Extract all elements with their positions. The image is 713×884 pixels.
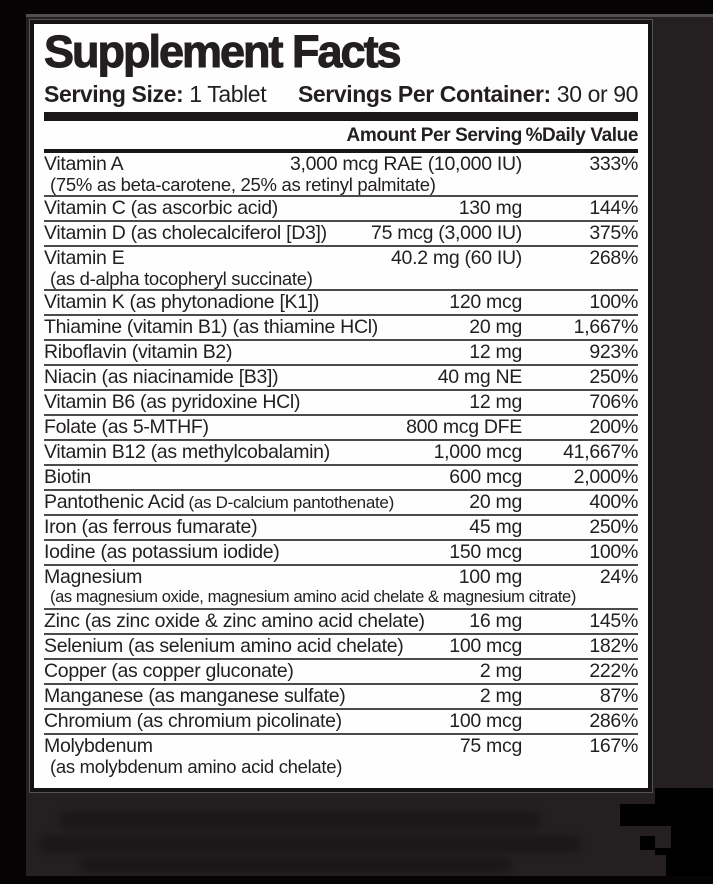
nutrient-name-cell <box>44 317 378 338</box>
top-gray-line <box>0 14 713 17</box>
nutrient-name-cell <box>44 686 346 707</box>
serving-size-label: Serving Size: <box>44 81 184 107</box>
nutrient-daily-value: 1,667% <box>573 316 638 338</box>
nutrient-name-cell <box>44 154 123 175</box>
nutrient-amount: 75 mcg (3,000 IU) <box>371 222 522 244</box>
nutrient-daily-value: 144% <box>589 197 638 219</box>
nutrient-name-cell <box>44 567 142 588</box>
nutrient-amount: 20 mg <box>469 491 522 513</box>
nutrient-row-main <box>44 392 638 413</box>
nutrient-amount: 1,000 mcg <box>433 441 522 463</box>
nutrient-name: Folate (as 5-MTHF) <box>44 416 209 438</box>
bottom-smudge <box>60 812 540 828</box>
nutrient-row-main <box>44 686 638 707</box>
nutrient-row <box>44 708 638 733</box>
nutrient-daily-value: 100% <box>589 541 638 563</box>
bottom-smudge <box>80 858 510 872</box>
nutrient-amount: 45 mg <box>469 516 522 538</box>
nutrient-name: Vitamin B6 (as pyridoxine HCl) <box>44 391 301 413</box>
nutrient-row-main <box>44 711 638 732</box>
nutrient-daily-value: 87% <box>599 685 638 707</box>
nutrient-row-main <box>44 611 638 632</box>
nutrient-daily-value: 222% <box>589 660 638 682</box>
bottom-black-strip <box>0 876 713 884</box>
panel-title: Supplement Facts <box>44 26 400 77</box>
nutrient-name-cell <box>44 442 330 463</box>
nutrient-source-note: (as magnesium oxide, magnesium amino acid chelate & magnesium citrate) <box>50 588 576 606</box>
nutrient-row <box>44 539 638 564</box>
nutrient-row-main <box>44 367 638 388</box>
column-header-daily-value: %Daily Value <box>525 125 638 146</box>
nutrient-amount: 100 mg <box>458 566 522 588</box>
nutrient-name: Vitamin K (as phytonadione [K1]) <box>44 291 320 313</box>
nutrient-name: Vitamin D (as cholecalciferol [D3]) <box>44 222 327 244</box>
nutrient-daily-value: 333% <box>589 153 638 175</box>
nutrient-row <box>44 414 638 439</box>
column-header-row <box>44 121 638 149</box>
nutrient-name-cell <box>44 392 300 413</box>
nutrient-amount: 120 mcg <box>449 291 522 313</box>
left-black-strip <box>0 0 26 884</box>
nutrient-row <box>44 389 638 414</box>
top-black-strip <box>0 0 713 14</box>
column-header-amount: Amount Per Serving <box>346 125 522 146</box>
nutrient-daily-value: 268% <box>589 247 638 269</box>
nutrient-row <box>44 564 638 608</box>
nutrient-amount: 130 mg <box>458 197 522 219</box>
nutrient-amount: 16 mg <box>469 610 522 632</box>
nutrient-amount: 12 mg <box>469 391 522 413</box>
nutrient-row <box>44 514 638 539</box>
nutrient-row <box>44 683 638 708</box>
nutrient-amount: 75 mcg <box>459 735 522 757</box>
nutrient-row <box>44 464 638 489</box>
nutrient-amount: 2 mg <box>479 660 522 682</box>
nutrient-row-main <box>44 154 638 175</box>
nutrient-row <box>44 220 638 245</box>
nutrient-source-note: (75% as beta-carotene, 25% as retinyl palmitate) <box>50 174 436 195</box>
nutrient-row <box>44 608 638 633</box>
nutrient-row-main <box>44 417 638 438</box>
serving-size <box>44 81 266 107</box>
nutrient-row <box>44 153 638 195</box>
nutrient-name: Manganese (as manganese sulfate) <box>44 685 346 707</box>
nutrient-row <box>44 339 638 364</box>
nutrient-source-note: (as d-alpha tocopheryl succinate) <box>50 268 313 289</box>
nutrient-name-cell <box>44 367 278 388</box>
nutrient-name-cell <box>44 711 342 732</box>
nutrient-row-main <box>44 198 638 219</box>
nutrient-name: Vitamin B12 (as methylcobalamin) <box>44 441 330 463</box>
nutrient-amount: 40 mg NE <box>437 366 522 388</box>
nutrient-name-cell <box>44 292 319 313</box>
nutrient-row-main <box>44 317 638 338</box>
nutrient-row <box>44 195 638 220</box>
nutrient-row <box>44 439 638 464</box>
nutrient-source-note: (as molybdenum amino acid chelate) <box>50 756 343 777</box>
nutrient-name: Copper (as copper gluconate) <box>44 660 294 682</box>
nutrient-name-detail: (as D-calcium pantothenate) <box>188 493 394 512</box>
nutrient-row-main <box>44 636 638 657</box>
nutrient-daily-value: 200% <box>589 416 638 438</box>
bottom-smudge <box>40 836 580 852</box>
nutrient-daily-value: 167% <box>589 735 638 757</box>
nutrient-daily-value: 375% <box>589 222 638 244</box>
nutrient-name-cell <box>44 542 279 563</box>
nutrient-daily-value: 24% <box>599 566 638 588</box>
nutrient-name: Iron (as ferrous fumarate) <box>44 516 258 538</box>
nutrient-name: Thiamine (vitamin B1) (as thiamine HCl) <box>44 316 378 338</box>
nutrient-name-cell <box>44 636 403 657</box>
nutrient-row-main <box>44 223 638 244</box>
nutrient-name-cell <box>44 736 153 757</box>
nutrient-amount: 100 mcg <box>449 635 522 657</box>
nutrient-name-cell <box>44 223 327 244</box>
nutrient-daily-value: 100% <box>589 291 638 313</box>
nutrient-row-main <box>44 517 638 538</box>
nutrient-row-main <box>44 661 638 682</box>
nutrient-rows <box>44 153 638 777</box>
nutrient-name: Vitamin E <box>44 247 125 269</box>
nutrient-amount: 2 mg <box>479 685 522 707</box>
nutrient-daily-value: 400% <box>589 491 638 513</box>
nutrient-name-cell <box>44 198 278 219</box>
nutrient-name-cell <box>44 342 232 363</box>
nutrient-row <box>44 733 638 777</box>
nutrient-name: Vitamin C (as ascorbic acid) <box>44 197 278 219</box>
servings-per-container <box>298 81 638 107</box>
nutrient-daily-value: 41,667% <box>563 441 638 463</box>
nutrient-name: Molybdenum <box>44 735 153 757</box>
nutrient-daily-value: 145% <box>589 610 638 632</box>
nutrient-amount: 150 mcg <box>449 541 522 563</box>
nutrient-name: Magnesium <box>44 566 143 588</box>
nutrient-daily-value: 923% <box>589 341 638 363</box>
nutrient-name: Biotin <box>44 466 91 488</box>
nutrient-name: Chromium (as chromium picolinate) <box>44 710 342 732</box>
servings-label: Servings Per Container: <box>297 81 551 107</box>
nutrient-amount: 12 mg <box>469 341 522 363</box>
nutrient-daily-value: 286% <box>589 710 638 732</box>
servings-value: 30 or 90 <box>556 81 638 107</box>
nutrient-row-main <box>44 492 638 513</box>
nutrient-row-main <box>44 292 638 313</box>
nutrient-row-main <box>44 736 638 757</box>
nutrient-daily-value: 250% <box>589 366 638 388</box>
nutrient-amount: 20 mg <box>469 316 522 338</box>
nutrient-row <box>44 364 638 389</box>
nutrient-amount: 40.2 mg (60 IU) <box>391 247 522 269</box>
nutrient-row <box>44 633 638 658</box>
nutrient-name: Niacin (as niacinamide [B3]) <box>44 366 279 388</box>
nutrient-name: Riboflavin (vitamin B2) <box>44 341 233 363</box>
nutrient-daily-value: 2,000% <box>573 466 638 488</box>
nutrient-name: Vitamin A <box>44 153 124 175</box>
nutrient-name-cell <box>44 467 91 488</box>
nutrient-daily-value: 250% <box>589 516 638 538</box>
nutrient-row <box>44 245 638 289</box>
nutrient-amount: 600 mcg <box>449 466 522 488</box>
nutrient-row-main <box>44 442 638 463</box>
nutrient-name-cell <box>44 417 209 438</box>
nutrient-name: Iodine (as potassium iodide) <box>44 541 280 563</box>
nutrient-name-cell <box>44 517 257 538</box>
nutrient-name-cell <box>44 248 124 269</box>
supplement-facts-panel <box>30 20 652 792</box>
nutrient-row-main <box>44 542 638 563</box>
nutrient-name-cell <box>44 611 425 632</box>
thick-divider-bar <box>44 112 638 121</box>
nutrient-row-main <box>44 342 638 363</box>
nutrient-row-main <box>44 567 638 588</box>
nutrient-row-main <box>44 248 638 269</box>
nutrient-row <box>44 658 638 683</box>
nutrient-name-cell <box>44 492 394 513</box>
bottom-gray-step <box>655 826 671 848</box>
nutrient-name: Selenium (as selenium amino acid chelate) <box>44 635 404 657</box>
nutrient-daily-value: 706% <box>589 391 638 413</box>
nutrient-amount: 800 mcg DFE <box>406 416 522 438</box>
bottom-gray-step <box>640 855 666 876</box>
serving-info-row <box>44 81 638 107</box>
nutrient-row-main <box>44 467 638 488</box>
bottom-black-patch <box>620 804 658 826</box>
nutrient-daily-value: 182% <box>589 635 638 657</box>
nutrient-name-cell <box>44 661 294 682</box>
nutrient-amount: 3,000 mcg RAE (10,000 IU) <box>289 153 522 175</box>
nutrient-name: Zinc (as zinc oxide & zinc amino acid chelate) <box>44 610 425 632</box>
nutrient-row <box>44 314 638 339</box>
nutrient-row <box>44 489 638 514</box>
nutrient-name: Pantothenic Acid <box>44 491 185 513</box>
serving-size-value: 1 Tablet <box>189 81 267 107</box>
nutrient-amount: 100 mcg <box>449 710 522 732</box>
nutrient-row <box>44 289 638 314</box>
